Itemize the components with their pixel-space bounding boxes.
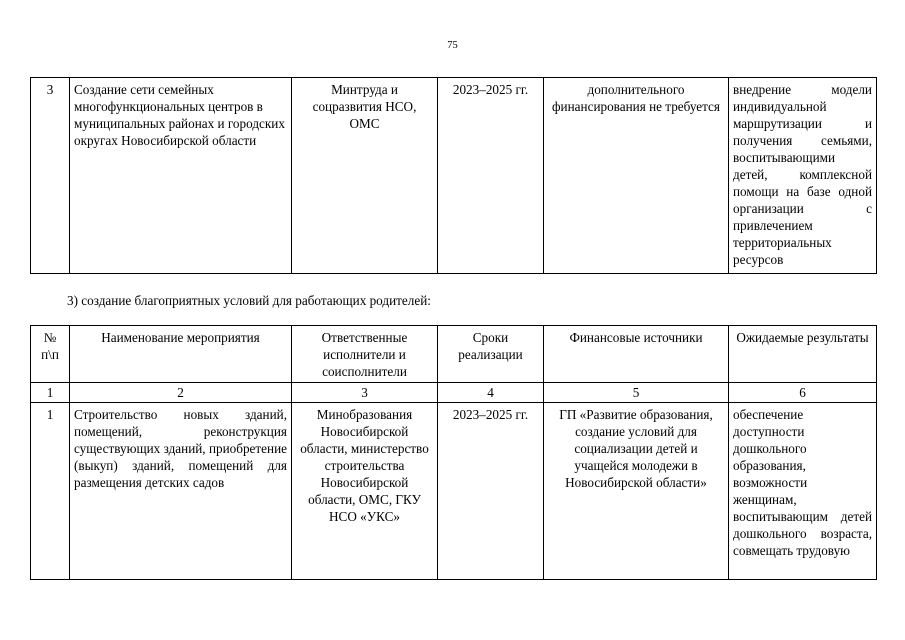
funding-sources: дополнительного финансирования не требуется — [544, 78, 729, 274]
expected-results: внедрение модели индивидуальной маршрутизации и получения семьями, воспитывающими детей, комплексной помощи на базе одной организации с привлечением территориальных ресурсов — [729, 78, 877, 274]
header-period: Сроки реализации — [438, 326, 544, 383]
column-number-row — [31, 383, 877, 403]
expected-results: обеспечение доступности дошкольного образования, возможности женщинам, воспитывающим детей дошкольного возраста, совмещать трудовую — [729, 403, 877, 580]
header-results: Ожидаемые результаты — [729, 326, 877, 383]
funding-sources: ГП «Развитие образования, создание условий для социализации детей и учащейся молодежи в Новосибирской области» — [544, 403, 729, 580]
column-number: 3 — [292, 383, 438, 403]
executors: Минобразования Новосибирской области, министерство строительства Новосибирской области, ОМС, ГКУ НСО «УКС» — [292, 403, 438, 580]
section-heading: 3) создание благоприятных условий для работающих родителей: — [67, 293, 431, 308]
measure-name: Создание сети семейных многофункциональных центров в муниципальных районах и городских округах Новосибирской области — [70, 78, 292, 274]
column-number: 6 — [729, 383, 877, 403]
table-row — [31, 78, 877, 274]
row-number: 3 — [31, 78, 70, 274]
measures-table — [30, 325, 877, 580]
executors: Минтруда и соцразвития НСО, ОМС — [292, 78, 438, 274]
column-number: 2 — [70, 383, 292, 403]
header-funding: Финансовые источники — [544, 326, 729, 383]
header-name: Наименование мероприятия — [70, 326, 292, 383]
header-num: № п\п — [31, 326, 70, 383]
column-number: 4 — [438, 383, 544, 403]
table-header-row — [31, 326, 877, 383]
page-number: 75 — [447, 40, 458, 51]
header-executors: Ответственные исполнители и соисполнители — [292, 326, 438, 383]
period: 2023–2025 гг. — [438, 403, 544, 580]
column-number: 1 — [31, 383, 70, 403]
measures-table-continued — [30, 77, 877, 274]
row-number: 1 — [31, 403, 70, 580]
column-number: 5 — [544, 383, 729, 403]
table-row — [31, 403, 877, 580]
measure-name: Строительство новых зданий, помещений, реконструкция существующих зданий, приобретение (выкуп) зданий, помещений для размещения детских садов — [70, 403, 292, 580]
period: 2023–2025 гг. — [438, 78, 544, 274]
